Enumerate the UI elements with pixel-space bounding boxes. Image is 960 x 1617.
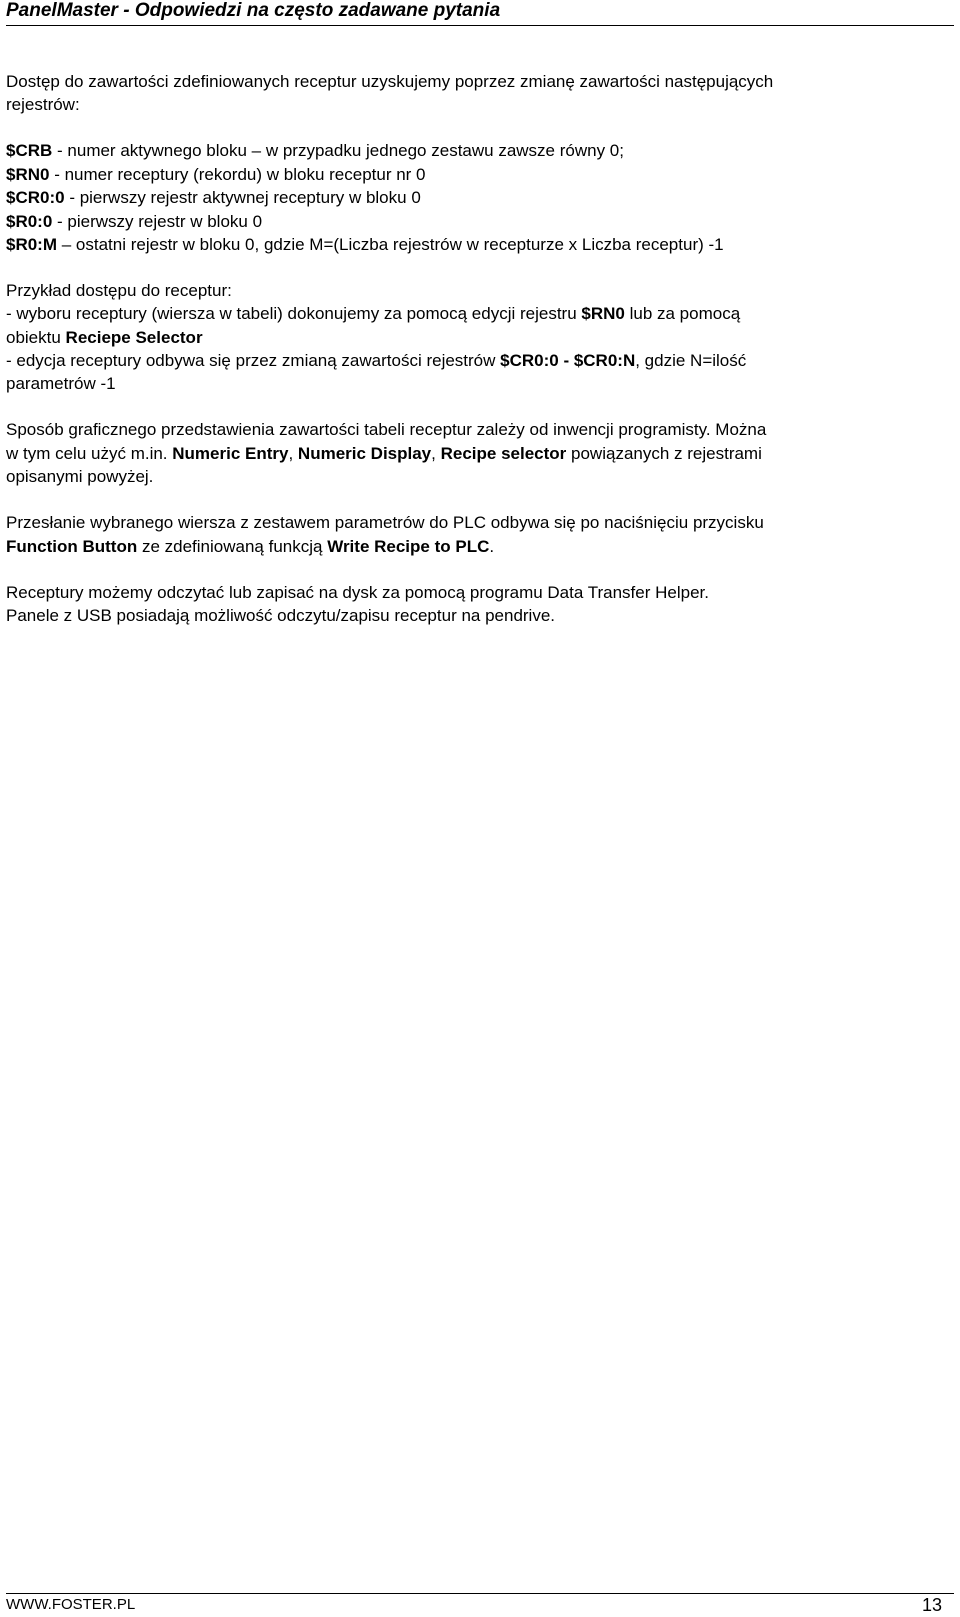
- footer-website: WWW.FOSTER.PL: [6, 1596, 136, 1613]
- text-run: , gdzie N=ilość: [635, 351, 747, 371]
- transfer-line: [6, 535, 952, 558]
- register-name: $R0:M: [6, 234, 58, 254]
- text-run: powiązanych z rejestrami: [566, 443, 762, 463]
- register-desc: – ostatni rejestr w bloku 0, gdzie M=(Liczba rejestrów w recepturze x Liczba receptur) -1: [57, 234, 724, 254]
- page-footer: [6, 1593, 954, 1616]
- disk-line: Panele z USB posiadają możliwość odczytu/zapisu receptur na pendrive.: [6, 606, 556, 625]
- document-body: [6, 70, 952, 627]
- register-desc: - pierwszy rejestr w bloku 0: [52, 211, 263, 231]
- intro-line: Dostęp do zawartości zdefiniowanych receptur uzyskujemy poprzez zmianę zawartości następujących: [6, 72, 774, 91]
- register-desc: - numer receptury (rekordu) w bloku receptur nr 0: [49, 164, 426, 184]
- intro-paragraph: [6, 70, 952, 117]
- text-run: ,: [288, 443, 298, 463]
- object-name: Function Button: [6, 536, 138, 556]
- register-item: [6, 233, 952, 256]
- disk-paragraph: [6, 581, 952, 628]
- text-run: ze zdefiniowaną funkcją: [137, 536, 328, 556]
- example-line: [6, 302, 952, 325]
- text-run: ,: [431, 443, 441, 463]
- graphic-line: [6, 442, 952, 465]
- text-run: w tym celu użyć m.in.: [6, 443, 173, 463]
- graphic-paragraph: [6, 418, 952, 488]
- object-name: Recipe selector: [440, 443, 567, 463]
- page-title: PanelMaster - Odpowiedzi na często zadawane pytania: [6, 0, 501, 21]
- graphic-line: Sposób graficznego przedstawienia zawartości tabeli receptur zależy od inwencji programisty. Można: [6, 420, 767, 440]
- text-run: - wyboru receptury (wiersza w tabeli) dokonujemy za pomocą edycji rejestru: [6, 304, 582, 324]
- graphic-line: opisanymi powyżej.: [6, 467, 154, 487]
- object-name: Numeric Entry: [172, 443, 289, 463]
- register-name: $CRB: [6, 141, 53, 161]
- register-name: $CR0:0: [6, 188, 65, 208]
- function-name: Write Recipe to PLC: [327, 536, 490, 556]
- object-name: Reciepe Selector: [65, 327, 203, 347]
- object-name: Numeric Display: [297, 443, 432, 463]
- intro-line: rejestrów:: [6, 95, 80, 115]
- page-header: [6, 0, 954, 26]
- text-run: lub za pomocą: [624, 304, 741, 324]
- page-number: 13: [921, 1595, 942, 1615]
- register-name: $RN0: [581, 304, 625, 324]
- example-line: parametrów -1: [6, 374, 116, 394]
- register-desc: - pierwszy rejestr aktywnej receptury w bloku 0: [64, 188, 421, 208]
- register-item: [6, 163, 952, 186]
- register-name: $RN0: [6, 164, 50, 184]
- example-line: [6, 349, 952, 372]
- register-item: [6, 186, 952, 209]
- example-paragraph: [6, 279, 952, 396]
- disk-line: Receptury możemy odczytać lub zapisać na dysk za pomocą programu Data Transfer Helper.: [6, 582, 709, 602]
- example-line: [6, 326, 952, 349]
- text-run: obiektu: [6, 327, 66, 347]
- register-item: [6, 139, 952, 162]
- transfer-paragraph: [6, 511, 952, 558]
- text-run: .: [489, 536, 495, 556]
- register-name: $R0:0: [6, 211, 53, 231]
- text-run: - edycja receptury odbywa się przez zmianą zawartości rejestrów: [6, 351, 501, 371]
- register-desc: - numer aktywnego bloku – w przypadku jednego zestawu zawsze równy 0;: [52, 141, 624, 161]
- register-name: $CR0:0 - $CR0:N: [500, 351, 636, 371]
- transfer-line: Przesłanie wybranego wiersza z zestawem parametrów do PLC odbywa się po naciśnięciu przycisku: [6, 513, 764, 533]
- register-list: [6, 139, 952, 256]
- register-item: [6, 210, 952, 233]
- example-title: Przykład dostępu do receptur:: [6, 280, 232, 300]
